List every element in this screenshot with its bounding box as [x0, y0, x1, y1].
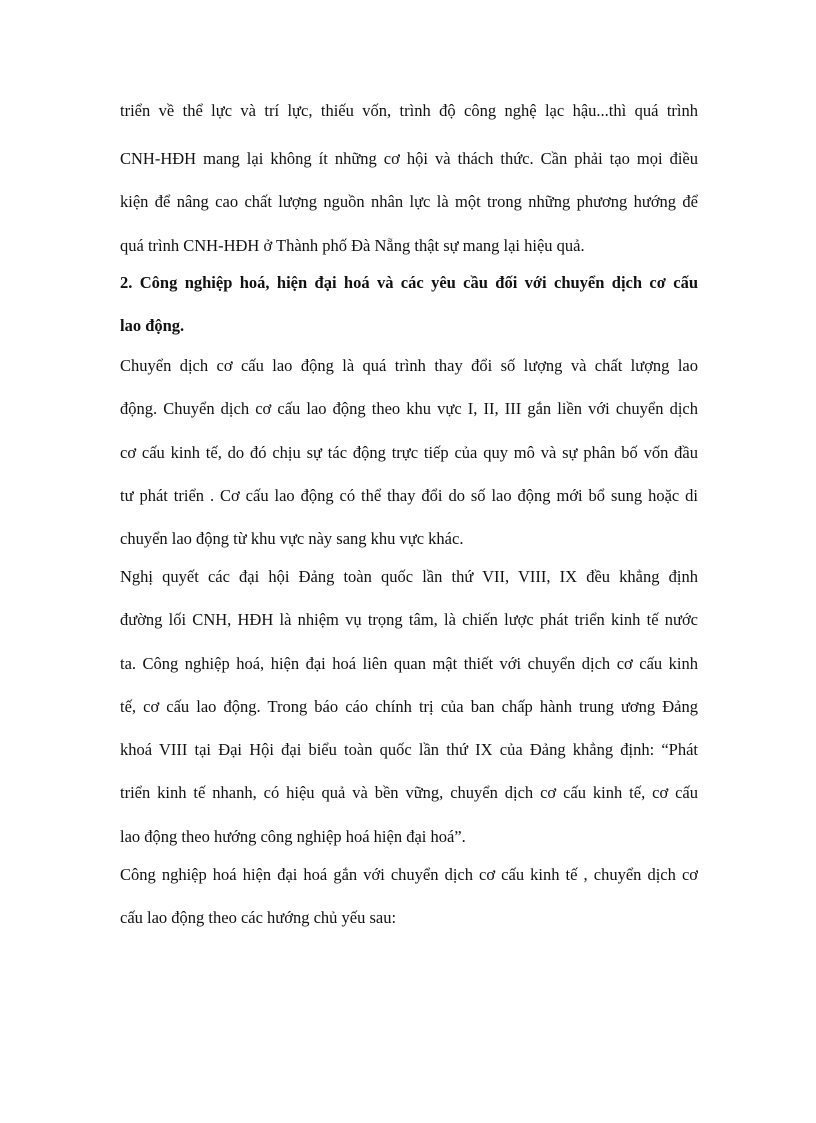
paragraph-line: quá trình CNH-HĐH ở Thành phố Đà Nẵng thật sự mang lại hiệu quả. — [120, 236, 585, 255]
paragraph-line: cấu lao động theo các hướng chủ yếu sau: — [120, 908, 397, 927]
paragraph-line: ta. Công nghiệp hoá, hiện đại hoá liên quan mật thiết với chuyển dịch cơ cấu kinh — [120, 654, 698, 673]
paragraph-line: CNH-HĐH mang lại không ít những cơ hội và thách thức. Cần phải tạo mọi điều — [120, 149, 698, 168]
paragraph-line: tư phát triển . Cơ cấu lao động có thể thay đổi do số lao động mới bổ sung hoặc di — [120, 486, 698, 505]
paragraph-line: triển kinh tế nhanh, có hiệu quả và bền vững, chuyển dịch cơ cấu kinh tế, cơ cấu — [120, 783, 698, 802]
paragraph-line: Nghị quyết các đại hội Đảng toàn quốc lần thứ VII, VIII, IX đều khẳng định — [120, 567, 698, 586]
paragraph-line: lao động theo hướng công nghiệp hoá hiện đại hoá”. — [120, 827, 466, 846]
section-heading: lao động. — [120, 316, 185, 335]
paragraph-line: Chuyển dịch cơ cấu lao động là quá trình thay đổi số lượng và chất lượng lao — [120, 356, 698, 375]
paragraph-line: tế, cơ cấu lao động. Trong báo cáo chính trị của ban chấp hành trung ương Đảng — [120, 697, 698, 716]
paragraph-line: khoá VIII tại Đại Hội đại biểu toàn quốc lần thứ IX của Đảng khẳng định: “Phát — [120, 740, 698, 759]
paragraph-line: triển về thể lực và trí lực, thiếu vốn, trình độ công nghệ lạc hậu...thì quá trình — [120, 101, 698, 120]
paragraph-line: chuyển lao động từ khu vực này sang khu vực khác. — [120, 529, 464, 548]
paragraph-line: Công nghiệp hoá hiện đại hoá gắn với chuyển dịch cơ cấu kinh tế , chuyển dịch cơ — [120, 865, 698, 884]
paragraph-line: đường lối CNH, HĐH là nhiệm vụ trọng tâm, là chiến lược phát triển kinh tế nước — [120, 610, 698, 629]
section-heading: 2. Công nghiệp hoá, hiện đại hoá và các yêu cầu đối với chuyển dịch cơ cấu — [120, 273, 698, 292]
paragraph-line: động. Chuyển dịch cơ cấu lao động theo khu vực I, II, III gắn liền với chuyển dịch — [120, 399, 698, 418]
paragraph-line: cơ cấu kinh tế, do đó chịu sự tác động trực tiếp của quy mô và sự phân bố vốn đầu — [120, 443, 698, 462]
paragraph-line: kiện để nâng cao chất lượng nguồn nhân lực là một trong những phương hướng để — [120, 192, 698, 211]
